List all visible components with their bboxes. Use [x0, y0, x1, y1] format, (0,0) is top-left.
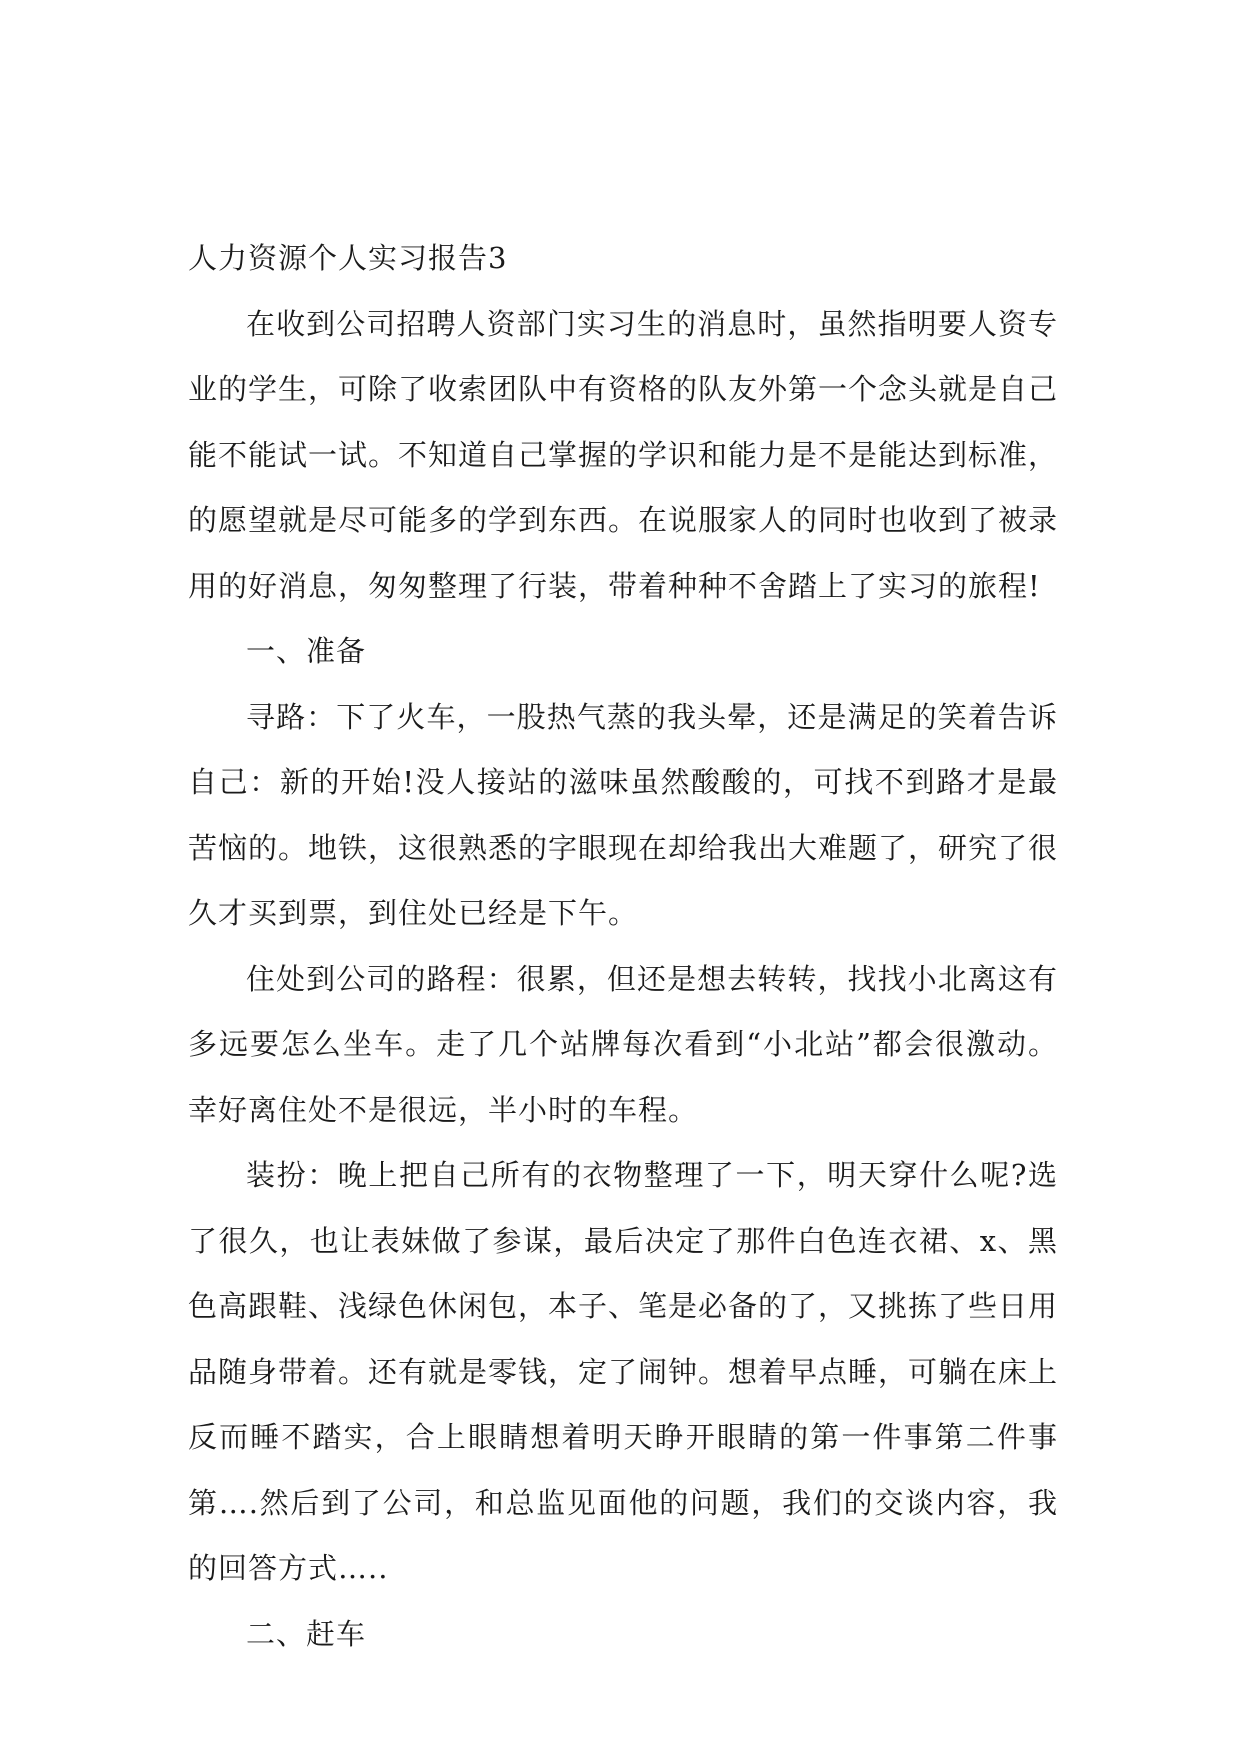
section-heading-preparation: 一、准备	[246, 634, 367, 668]
document-body	[188, 226, 1058, 1667]
paragraph-outfit: 装扮：晚上把自己所有的衣物整理了一下，明天穿什么呢?选了很久，也让表妹做了参谋，最后决定了那件白色连衣裙、x、黑色高跟鞋、浅绿色休闲包，本子、笔是必备的了，又挑拣了些日用品随身带着。还有就是零钱，定了闹钟。想着早点睡，可躺在床上反而睡不踏实，合上眼睛想着明天睁开眼睛的第一件事第二件事第….然后到了公司，和总监见面他的问题，我们的交谈内容，我的回答方式…..	[188, 1158, 1059, 1585]
document-title: 人力资源个人实习报告3	[188, 241, 508, 275]
paragraph-intro: 在收到公司招聘人资部门实习生的消息时，虽然指明要人资专业的学生，可除了收索团队中有资格的队友外第一个念头就是自己能不能试一试。不知道自己掌握的学识和能力是不是能达到标准，的愿望就是尽可能多的学到东西。在说服家人的同时也收到了被录用的好消息，匆匆整理了行装，带着种种不舍踏上了实习的旅程!	[188, 306, 1059, 603]
section-heading-catching-bus: 二、赶车	[246, 1616, 367, 1651]
paragraph-finding-way: 寻路：下了火车，一股热气蒸的我头晕，还是满足的笑着告诉自己：新的开始!没人接站的滋味虽然酸酸的，可找不到路才是最苦恼的。地铁，这很熟悉的字眼现在却给我出大难题了，研究了很久才买到票，到住处已经是下午。	[188, 699, 1059, 930]
paragraph-route-to-company: 住处到公司的路程：很累，但还是想去转转，找找小北离这有多远要怎么坐车。走了几个站牌每次看到“小北站”都会很激动。幸好离住处不是很远，半小时的车程。	[188, 961, 1058, 1127]
